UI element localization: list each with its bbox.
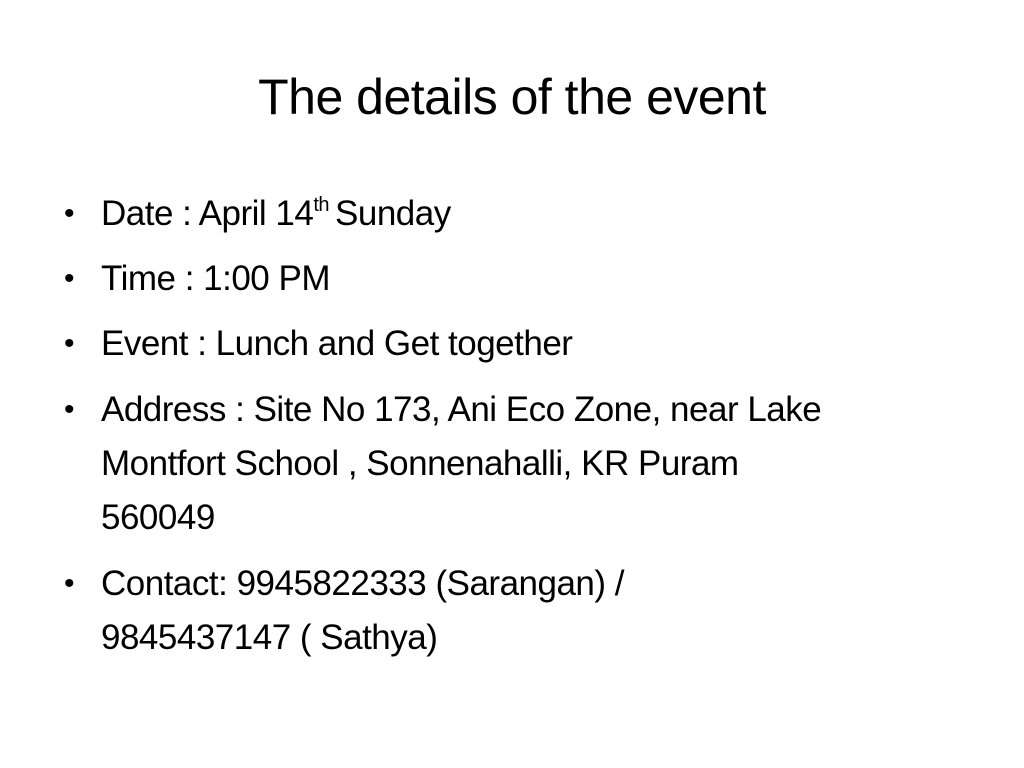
address-line-1: Address : Site No 173, Ani Eco Zone, near Lake bbox=[101, 390, 822, 429]
bullet-icon: • bbox=[64, 567, 75, 600]
time-text: Time : 1:00 PM bbox=[101, 259, 330, 298]
slide-title: The details of the event bbox=[258, 69, 766, 125]
bullet-item-contact bbox=[64, 557, 981, 665]
address-line-3: 560049 bbox=[101, 498, 215, 537]
date-text: Date : April 14 bbox=[101, 194, 314, 233]
address-line-2: Montfort School , Sonnenahalli, KR Puram bbox=[101, 444, 739, 483]
bullet-item-address bbox=[64, 383, 981, 545]
date-ordinal-suffix: th bbox=[313, 194, 330, 216]
bullet-item-date bbox=[64, 187, 981, 241]
bullet-item-time bbox=[64, 252, 981, 306]
contact-line-1: Contact: 9945822333 (Sarangan) / bbox=[101, 564, 624, 603]
bullet-icon: • bbox=[64, 393, 75, 426]
bullet-icon: • bbox=[64, 327, 75, 360]
event-text: Event : Lunch and Get together bbox=[101, 324, 573, 363]
contact-line-2: 9845437147 ( Sathya) bbox=[101, 618, 438, 657]
bullet-icon: • bbox=[64, 197, 75, 230]
bullet-icon: • bbox=[64, 262, 75, 295]
date-day: Sunday bbox=[335, 194, 451, 233]
bullet-item-event bbox=[64, 317, 981, 371]
